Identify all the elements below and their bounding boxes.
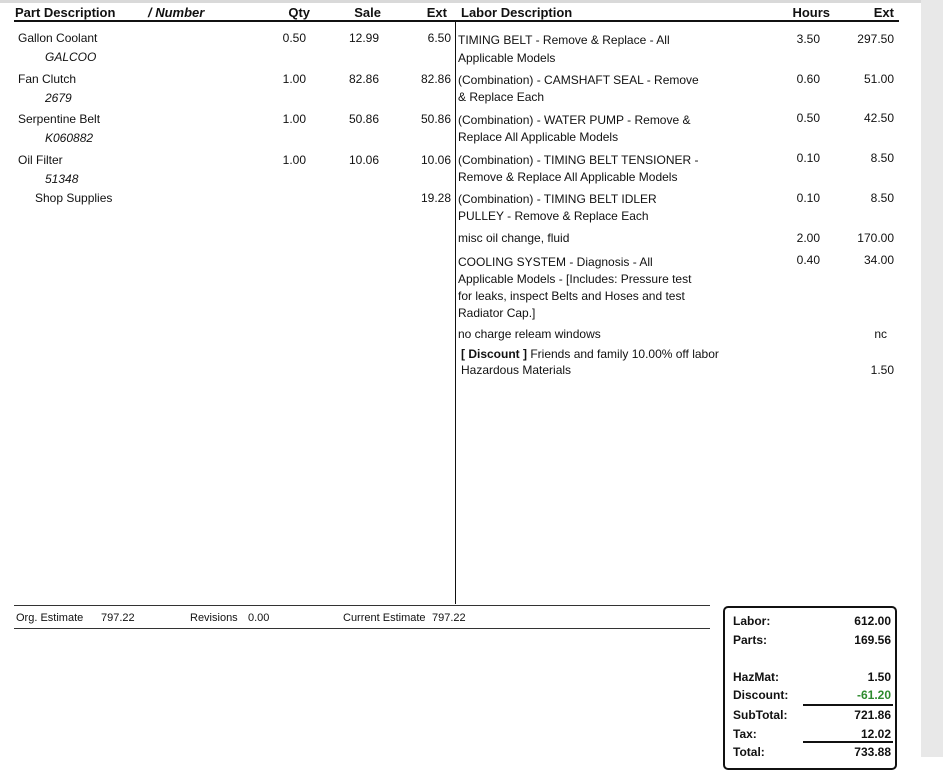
- hazmat-label: Hazardous Materials: [461, 363, 572, 377]
- totals-tax-label: Tax:: [733, 727, 757, 741]
- labor-desc-line: Radiator Cap.]: [458, 306, 536, 320]
- header-labor-description: Labor Description: [461, 5, 573, 20]
- totals-parts-value: 169.56: [854, 633, 891, 647]
- totals-hazmat-value: 1.50: [867, 670, 891, 684]
- org-estimate-label: Org. Estimate: [16, 612, 84, 624]
- labor-ext: nc: [874, 327, 887, 341]
- estimate-top-rule: [14, 605, 710, 606]
- discount-tag: [ Discount ]: [461, 347, 527, 361]
- labor-ext: 170.00: [857, 231, 894, 245]
- totals-rule: [803, 704, 893, 706]
- totals-labor-value: 612.00: [854, 614, 891, 628]
- part-number: 2679: [45, 91, 72, 105]
- header-ext: Ext: [426, 5, 447, 20]
- part-sale: 50.86: [348, 112, 379, 126]
- part-qty: 0.50: [282, 31, 306, 45]
- totals-discount-label: Discount:: [733, 688, 789, 702]
- labor-hours: 2.00: [796, 231, 820, 245]
- part-qty: 1.00: [282, 72, 306, 86]
- part-sale: 12.99: [348, 31, 379, 45]
- totals-hazmat-label: HazMat:: [733, 670, 780, 684]
- org-estimate-value: 797.22: [101, 612, 135, 624]
- current-estimate-label: Current Estimate: [343, 612, 426, 624]
- part-sale: 82.86: [348, 72, 379, 86]
- totals-labor-label: Labor:: [733, 614, 771, 628]
- estimate-bottom-rule: [14, 628, 710, 629]
- hazmat-ext: 1.50: [870, 363, 894, 377]
- labor-ext: 8.50: [870, 151, 894, 165]
- labor-ext: 51.00: [863, 72, 894, 86]
- labor-desc-line: (Combination) - WATER PUMP - Remove &: [458, 113, 691, 127]
- current-estimate-value: 797.22: [432, 612, 466, 624]
- labor-desc-line: PULLEY - Remove & Replace Each: [458, 209, 649, 223]
- labor-ext: 297.50: [857, 32, 894, 46]
- top-border: [0, 0, 943, 3]
- right-scroll-gutter[interactable]: [921, 0, 943, 757]
- totals-subtotal-value: 721.86: [854, 708, 891, 722]
- labor-desc-line: Applicable Models: [458, 51, 556, 65]
- header-rule: [14, 20, 899, 22]
- totals-total-label: Total:: [733, 745, 765, 759]
- totals-subtotal-label: SubTotal:: [733, 708, 788, 722]
- labor-desc-line: misc oil change, fluid: [458, 231, 570, 245]
- revisions-value: 0.00: [248, 612, 270, 624]
- labor-desc-line: (Combination) - TIMING BELT IDLER: [458, 192, 657, 206]
- totals-parts-label: Parts:: [733, 633, 768, 647]
- part-ext: 6.50: [427, 31, 451, 45]
- part-ext: 10.06: [420, 153, 451, 167]
- totals-discount-value: -61.20: [856, 688, 891, 702]
- part-number: K060882: [45, 131, 94, 145]
- labor-ext: 34.00: [863, 253, 894, 267]
- labor-hours: 0.40: [796, 253, 820, 267]
- part-number: GALCOO: [45, 50, 97, 64]
- totals-rule: [803, 741, 893, 743]
- part-qty: 1.00: [282, 112, 306, 126]
- header-hours: Hours: [792, 5, 830, 20]
- labor-desc-line: Replace All Applicable Models: [458, 130, 619, 144]
- part-sale: 10.06: [348, 153, 379, 167]
- labor-desc-line: for leaks, inspect Belts and Hoses and test: [458, 289, 685, 303]
- header-qty: Qty: [288, 5, 310, 20]
- labor-ext: 8.50: [870, 191, 894, 205]
- labor-desc-line: (Combination) - CAMSHAFT SEAL - Remove: [458, 73, 699, 87]
- part-name: Serpentine Belt: [18, 112, 101, 126]
- part-name: Gallon Coolant: [18, 31, 98, 45]
- part-ext: 50.86: [420, 112, 451, 126]
- revisions-label: Revisions: [190, 612, 238, 624]
- header-part-description: Part Description: [15, 5, 116, 20]
- labor-desc-line: Applicable Models - [Includes: Pressure test: [458, 272, 692, 286]
- totals-tax-value: 12.02: [860, 727, 891, 741]
- labor-desc-line: Remove & Replace All Applicable Models: [458, 170, 678, 184]
- header-labor-ext: Ext: [873, 5, 894, 20]
- part-ext: 82.86: [420, 72, 451, 86]
- labor-desc-line: & Replace Each: [458, 90, 545, 104]
- header-number: / Number: [148, 5, 205, 20]
- labor-hours: 0.10: [796, 191, 820, 205]
- column-divider: [455, 22, 456, 604]
- totals-box: [723, 606, 897, 770]
- labor-desc-line: no charge releam windows: [458, 327, 601, 341]
- part-ext: 19.28: [420, 191, 451, 205]
- discount-text: Friends and family 10.00% off labor: [530, 347, 719, 361]
- labor-ext: 42.50: [863, 111, 894, 125]
- labor-hours: 0.50: [796, 111, 820, 125]
- labor-hours: 0.10: [796, 151, 820, 165]
- labor-desc-line: (Combination) - TIMING BELT TENSIONER -: [458, 153, 699, 167]
- header-sale: Sale: [354, 5, 381, 20]
- labor-hours: 0.60: [796, 72, 820, 86]
- part-number: 51348: [45, 172, 79, 186]
- part-name: Shop Supplies: [35, 191, 113, 205]
- discount-line: [461, 347, 719, 361]
- labor-hours: 3.50: [796, 32, 820, 46]
- part-name: Oil Filter: [18, 153, 63, 167]
- part-name: Fan Clutch: [18, 72, 77, 86]
- part-qty: 1.00: [282, 153, 306, 167]
- labor-desc-line: COOLING SYSTEM - Diagnosis - All: [458, 255, 653, 269]
- labor-desc-line: TIMING BELT - Remove & Replace - All: [458, 33, 670, 47]
- totals-total-value: 733.88: [854, 745, 891, 759]
